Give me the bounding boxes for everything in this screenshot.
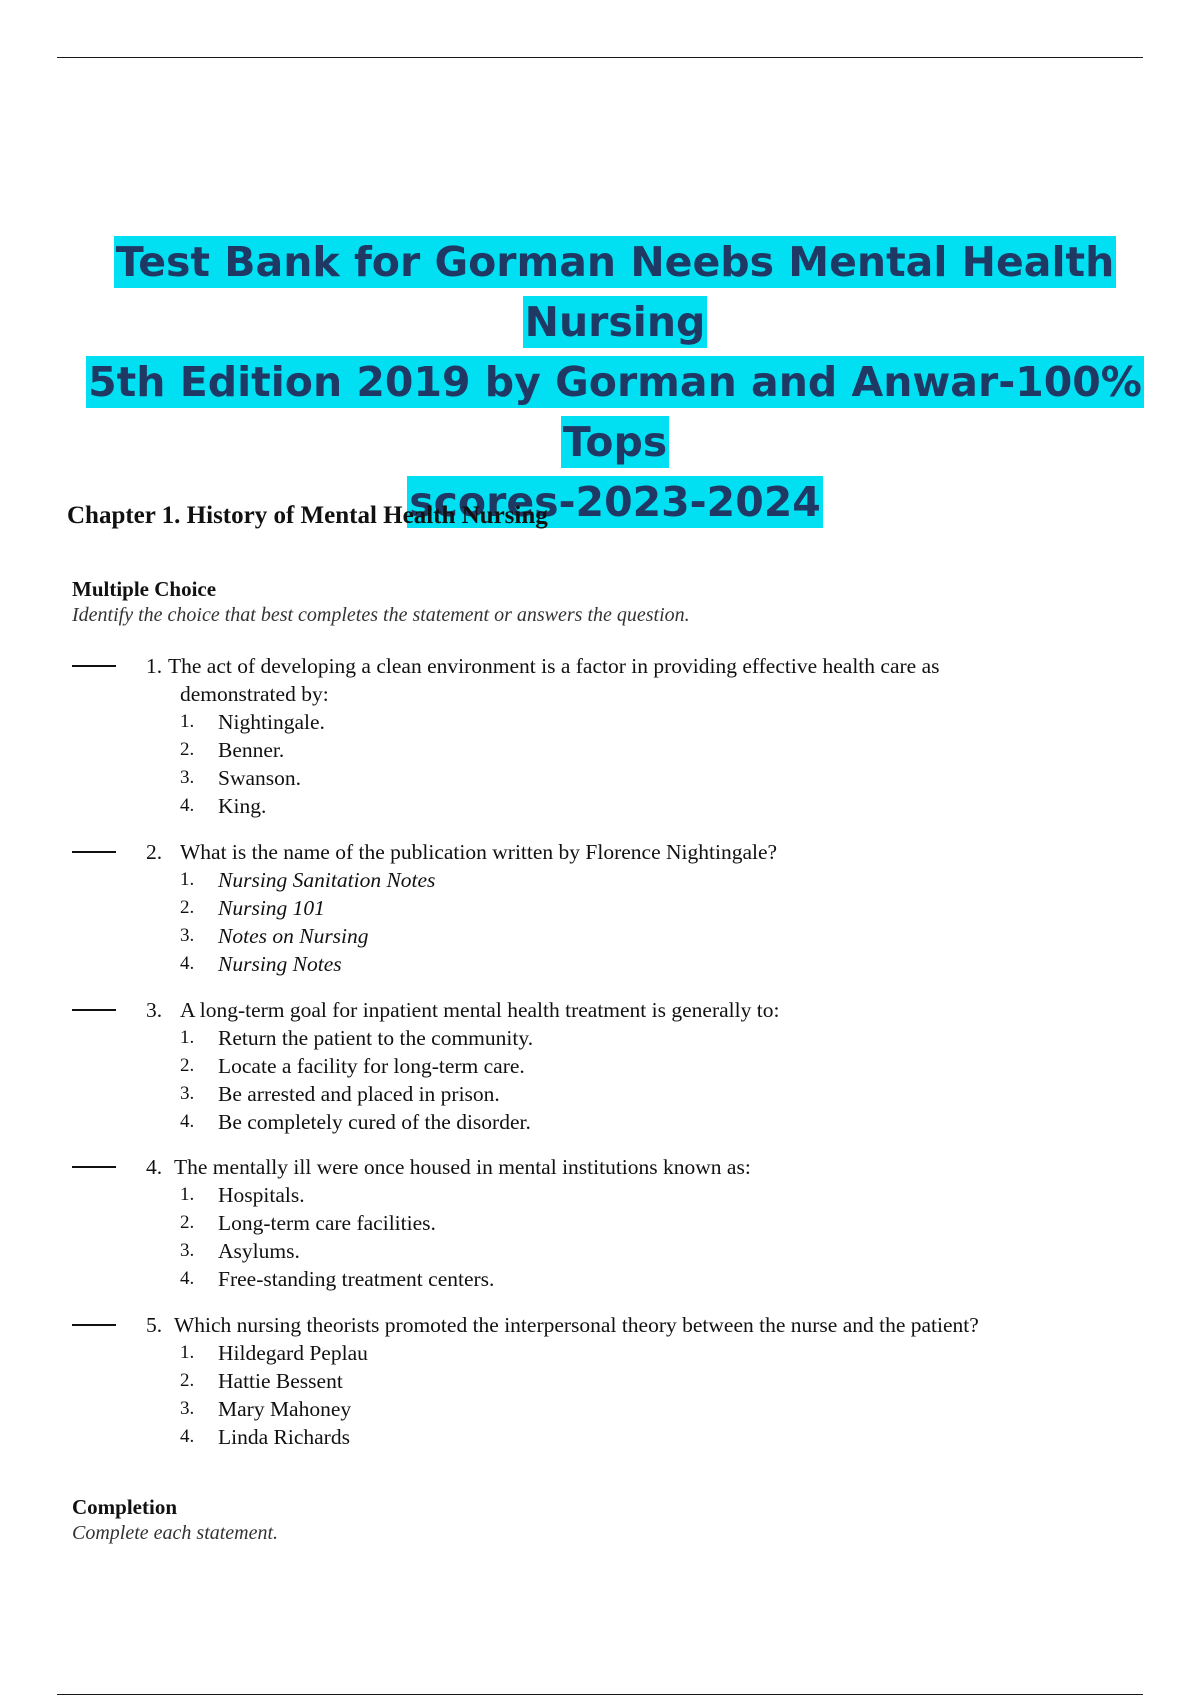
option-text: King. (218, 794, 267, 818)
question-number: 2. (146, 840, 163, 864)
answer-blank[interactable] (72, 851, 116, 853)
stem-line-1: The act of developing a clean environment is a factor in providing effective health care as (168, 654, 940, 678)
option-text: Nursing Notes (218, 952, 342, 976)
answer-blank[interactable] (72, 1324, 116, 1326)
question-1 (72, 652, 1152, 822)
option-text: Nursing 101 (218, 896, 325, 920)
option-text: Hospitals. (218, 1183, 305, 1207)
option-text: Hattie Bessent (218, 1369, 343, 1393)
option-text: Benner. (218, 738, 285, 762)
option-number: 3. (180, 1083, 195, 1104)
option-text: Nightingale. (218, 710, 325, 734)
option-text: Asylums. (218, 1239, 300, 1263)
question-stem: What is the name of the publication written by Florence Nightingale? (180, 840, 778, 864)
option-number: 3. (180, 925, 195, 946)
title-line-1: Test Bank for Gorman Neebs Mental Health Nursing (115, 238, 1115, 346)
option-number: 2. (180, 1370, 195, 1391)
option-text: Locate a facility for long-term care. (218, 1054, 525, 1078)
completion-heading: Completion (72, 1495, 177, 1519)
question-number: 1. (146, 654, 163, 678)
option-number: 2. (180, 1212, 195, 1233)
option-text: Hildegard Peplau (218, 1341, 368, 1365)
answer-blank[interactable] (72, 1009, 116, 1011)
option-text: Swanson. (218, 766, 302, 790)
option-text: Be arrested and placed in prison. (218, 1082, 500, 1106)
option-text: Be completely cured of the disorder. (218, 1110, 531, 1134)
option-number: 1. (180, 869, 195, 890)
option-number: 2. (180, 1055, 195, 1076)
chapter-title: Chapter 1. History of Mental Health Nursing (67, 502, 548, 529)
option-text: Nursing Sanitation Notes (218, 868, 436, 892)
multiple-choice-instruction: Identify the choice that best completes the statement or answers the question. (72, 604, 690, 626)
bottom-rule (57, 1694, 1143, 1695)
question-3 (72, 996, 1152, 1136)
option-number: 3. (180, 767, 195, 788)
option-number: 4. (180, 953, 195, 974)
title-line-2: 5th Edition 2019 by Gorman and Anwar-100% Tops (88, 358, 1142, 466)
option-number: 4. (180, 795, 195, 816)
option-text: Mary Mahoney (218, 1397, 352, 1421)
question-stem: Which nursing theorists promoted the interpersonal theory between the nurse and the patient? (174, 1313, 979, 1337)
option-number: 2. (180, 739, 195, 760)
answer-blank[interactable] (72, 665, 116, 667)
option-text: Linda Richards (218, 1425, 350, 1449)
question-2 (72, 838, 1152, 978)
option-number: 3. (180, 1398, 195, 1419)
option-number: 4. (180, 1111, 195, 1132)
multiple-choice-heading: Multiple Choice (72, 577, 217, 601)
option-number: 1. (180, 711, 195, 732)
option-number: 1. (180, 1027, 195, 1048)
option-number: 3. (180, 1240, 195, 1261)
option-text: Notes on Nursing (218, 924, 369, 948)
option-number: 2. (180, 897, 195, 918)
question-number: 4. (146, 1155, 163, 1179)
answer-blank[interactable] (72, 1166, 116, 1168)
option-number: 1. (180, 1184, 195, 1205)
question-stem: A long-term goal for inpatient mental health treatment is generally to: (180, 998, 780, 1022)
completion-instruction: Complete each statement. (72, 1522, 279, 1544)
top-rule (57, 57, 1143, 58)
question-stem: The mentally ill were once housed in mental institutions known as: (174, 1155, 751, 1179)
title-line-3: scores-2023-2024 (409, 478, 821, 526)
question-number: 3. (146, 998, 163, 1022)
document-title (60, 232, 1170, 532)
option-number: 4. (180, 1426, 195, 1447)
question-4 (72, 1153, 1152, 1293)
option-number: 1. (180, 1342, 195, 1363)
option-text: Free-standing treatment centers. (218, 1267, 495, 1291)
option-number: 4. (180, 1268, 195, 1289)
question-stem (168, 652, 1128, 708)
option-text: Long-term care facilities. (218, 1211, 436, 1235)
option-text: Return the patient to the community. (218, 1026, 534, 1050)
question-5 (72, 1311, 1152, 1451)
question-number: 5. (146, 1313, 163, 1337)
stem-line-2: demonstrated by: (180, 682, 329, 706)
